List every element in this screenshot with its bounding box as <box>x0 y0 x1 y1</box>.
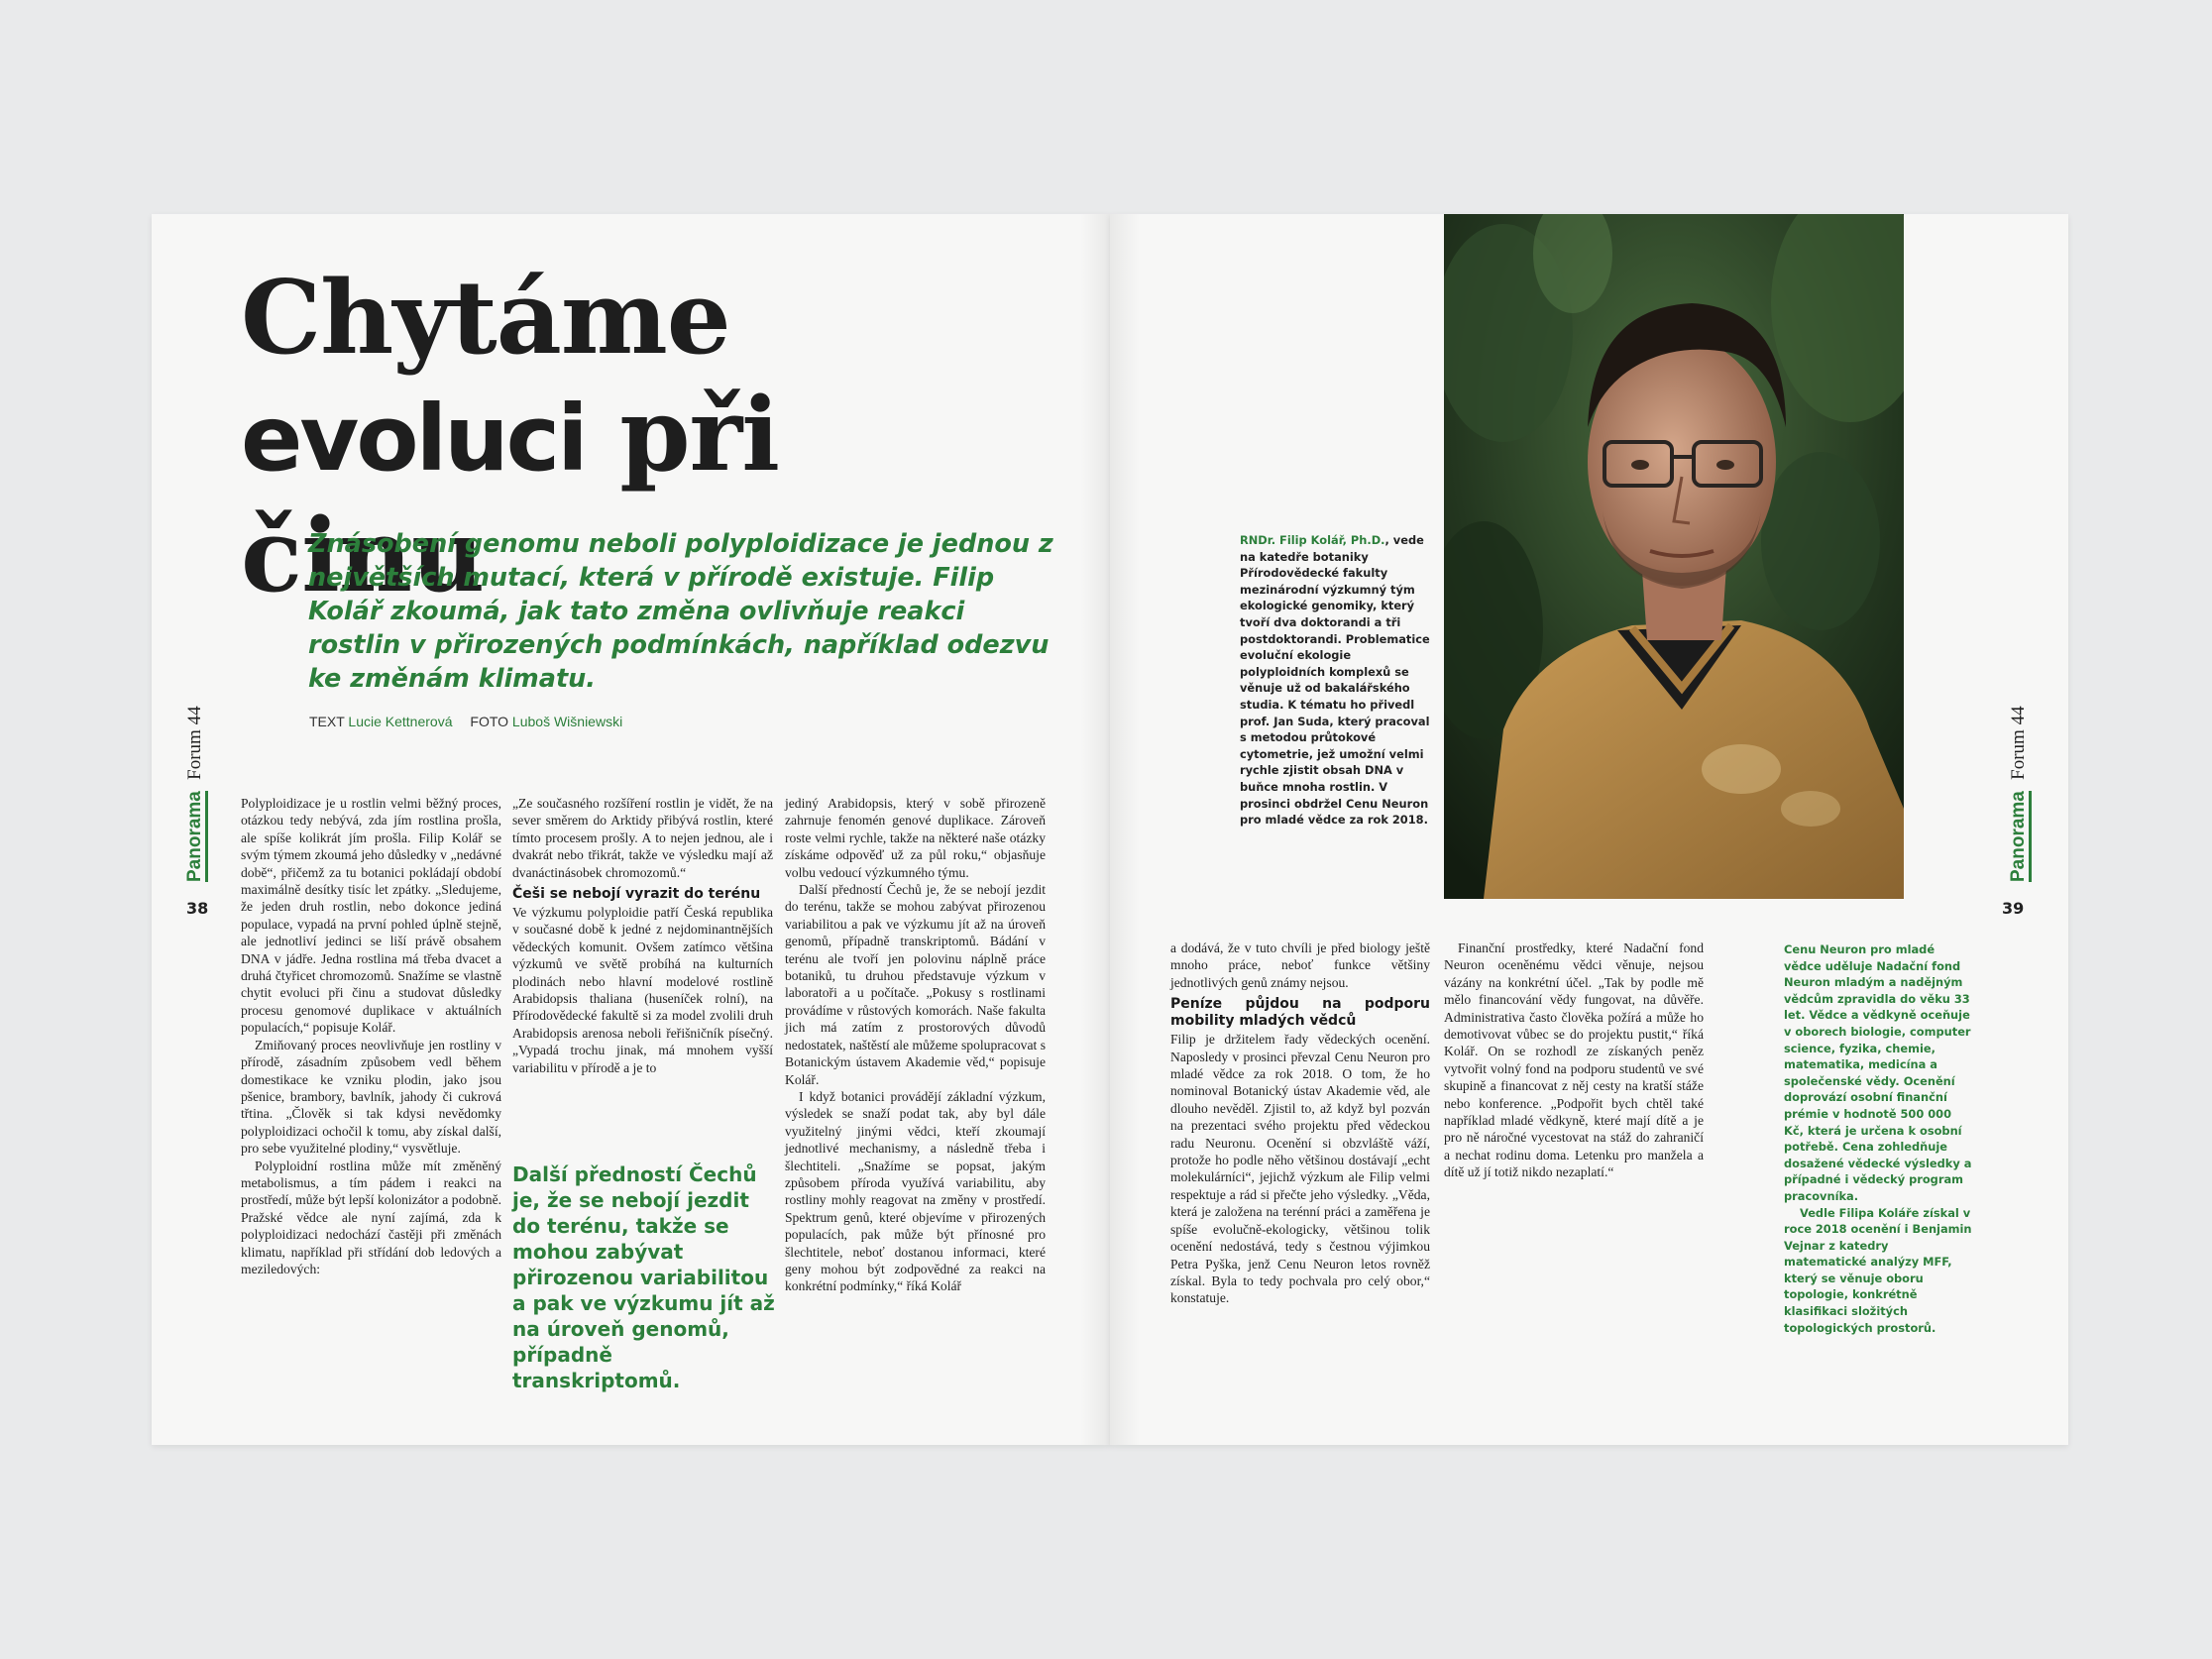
subheading: Peníze půjdou na podporu mobility mladých vědců <box>1170 996 1430 1030</box>
paragraph: Další předností Čechů je, že se nebojí jezdit do terénu, takže se mohou zabývat přirozenou variabilitou a pak ve výzkumu jít až na úroveň genomů, případně transkriptomů. Bádání v terénu ale tvoří jen polovinu náplně práce botaniků, tu druhou představuje výzkum v laboratoři a u počítače. „Pokusy s rostlinami provádíme v růstových komorách. Naše fakulta jich má zatím z prostorových důvodů nedostatek, naštěstí ale můžeme spolupracovat s Botanickým ústavem Akademie věd,“ popisuje Kolář. <box>785 882 1046 1087</box>
paragraph: Polyploidní rostlina může mít změněný metabolismus, a tím pádem i reakci na prostředí, může být lepší kolonizátor a podobně. Pražské vědce ale nyní zajímá, zda k polyploidizaci nedochází častěji při změnách klimatu, například při střídání dob ledových a meziledových: <box>241 1158 501 1276</box>
pull-quote: Další předností Čechů je, že se nebojí jezdit do terénu, takže se mohou zabývat přirozenou variabilitou a pak ve výzkumu jít až na úroveň genomů, případně transkriptomů. <box>512 1162 775 1392</box>
paragraph: Polyploidizace je u rostlin velmi běžný proces, otázkou tedy nebývá, zda jím rostlina prošla, ale spíše kolikrát jím prošla. Filip Kolář se svým týmem zkoumá jeho důsledky v „nedávné době“, přičemž za tu botanici pokládají období maximálně desítky tisíc let zpátky. „Sledujeme, že jeden druh rostlin, nebo dokonce jediná populace, vypadá na první pohled úplně stejně, ale jednotliví jedinci se liší právě obsahem DNA v jádře. Jedna rostlina má třeba dvacet a druhá čtyřicet chromozomů. Snažíme se vlastně chytit evoluci při činu a studovat důsledky procesu genomové duplikace v aktuálních populacích,“ popisuje Kolář. <box>241 796 501 1036</box>
issue-name: Forum 44 <box>2008 706 2029 780</box>
title-line2-rest: při činu <box>241 376 780 615</box>
sidebar-paragraph: Vedle Filipa Koláře získal v roce 2018 ocenění i Benjamin Vejnar z katedry matematické analýzy MFF, který se věnuje oboru topologie, konkrétně klasifikaci složitých topologických prostorů. <box>1784 1205 1972 1335</box>
text-credit-name: Lucie Kettnerová <box>348 714 453 729</box>
photo-caption <box>1240 532 1430 829</box>
photo-credit-label: FOTO <box>470 714 509 729</box>
paragraph: Finanční prostředky, které Nadační fond Neuron oceněnému vědci věnuje, nejsou vázány na konkrétní účel. „Tak by podle mě mělo financování vědy fungovat, na důvěře. Administrativa často člověka požírá a může ho demotivovat vůbec se do projektu pustit,“ říká Kolář. On se rozhodl ze získaných peněz vytvořit volný fond na podporu studentů ve své skupině a financovat z něj cesty na kratší stáže nebo konference. „Podpořit bych chtěl také například mladé vědkyně, které mají dítě a je pro ně náročné vycestovat na stáž do zahraničí a nechat rodinu doma. Letenku pro manžela a dítě už jí totiž nikdo nezaplatí.“ <box>1444 940 1704 1180</box>
page-number-left: 38 <box>186 899 209 918</box>
text-credit-label: TEXT <box>309 714 345 729</box>
section-label-right <box>2008 624 2032 882</box>
article-column-2 <box>512 795 773 1076</box>
photo-credit-name: Luboš Wišniewski <box>511 714 623 729</box>
paragraph: „Ze současného rozšíření rostlin je vidět, že na sever směrem do Arktidy přibývá rostlin, které tímto procesem prošly. A to nejen jednou, ale i dvakrát nebo třikrát, takže ve výsledku mají až dvanáctinásobek chromozomů.“ <box>512 796 773 880</box>
article-column-5 <box>1444 940 1704 1181</box>
award-sidebar <box>1784 941 1972 1336</box>
portrait-photo <box>1444 214 1904 899</box>
article-column-1 <box>241 795 501 1277</box>
title-bold-word: evoluci <box>241 386 586 492</box>
sidebar-paragraph: Cenu Neuron pro mladé vědce uděluje Nadační fond Neuron mladým a nadějným vědcům zpravidla do věku 33 let. Vědce a vědkyně oceňuje v oborech biologie, computer science, fyzika, chemie, matematika, medicína a společenské vědy. Ocenění doprovází osobní finanční prémie v hodnotě 500 000 Kč, která je určena k osobní potřebě. Cena zohledňuje dosažené vědecké výsledky a případné i vědecký program pracovníka. <box>1784 942 1972 1203</box>
paragraph: Zmiňovaný proces neovlivňuje jen rostliny v přírodě, zásadním způsobem vedl během domestikace ke vzniku plodin, jako jsou pšenice, brambory, bavlník, jahody či cukrová třtina. „Člověk si tak kdysi nevědomky polyploidizaci ochočil k tomu, aby získal další, pro sebe využitelné plodiny,“ vysvětluje. <box>241 1037 501 1157</box>
paragraph: a dodává, že v tuto chvíli je před biology ještě mnoho práce, neboť funkce většiny jednotlivých genů známy nejsou. <box>1170 940 1430 990</box>
title-line1: Chytáme <box>241 259 730 378</box>
article-column-3 <box>785 795 1046 1295</box>
article-lead: Znásobení genomu neboli polyploidizace je jednou z největších mutací, která v přírodě existuje. Filip Kolář zkoumá, jak tato změna ovlivňuje reakci rostlin v přirozených podmínkách, například odezvu ke změnám klimatu. <box>308 529 1053 694</box>
paragraph: Filip je držitelem řady vědeckých ocenění. Naposledy v prosinci převzal Cenu Neuron pro mladé vědce za rok 2018. O tom, že ho nominoval Botanický ústav Akademie věd, ale dlouho nevěděl. Zjistil to, až když byl pozván na prezentaci svého projektu před vědeckou radu Neuronu. Ocenění si obzvláště váží, protože ho podle něho většinou dostávají „echt molekulárníci“, jejichž výzkum ale Filip velmi respektuje a rád si přečte jeho výsledky. „Věda, která je založena na terénní práci a zaměřena je spíše evolučně-ekologicky, většinou tolik ocenění nedostává, tedy s čestnou výjimkou Petra Pyška, jenž Cenu Neuron letos rovněž získal. Byla to tedy pochvala pro celý obor,“ konstatuje. <box>1170 1032 1430 1306</box>
article-column-4 <box>1170 940 1430 1307</box>
paragraph: jediný Arabidopsis, který v sobě přirozeně zahrnuje fenomén genové duplikace. Zároveň roste velmi rychle, takže na některé naše otázky získáme odpověď už za půl roku,“ objasňuje volbu vedoucí výzkumného týmu. <box>785 796 1046 880</box>
section-label-left <box>184 624 208 882</box>
page-number-right: 39 <box>2002 899 2025 918</box>
paragraph: I když botanici provádějí základní výzkum, výsledek se snaží podat tak, aby byl dále využitelný jinými vědci, kteří zkoumají jednotlivé mechanismy, a následně třeba i šlechtiteli. „Snažíme se popsat, jakým způsobem příroda využívá variabilitu, aby rostliny mohly reagovat na změny v prostředí. Spektrum genů, které objevíme v přirozených populacích, pak může být přínosné pro šlechtitele, neboť dostanou informaci, které geny mohou být zodpovědné za reakci na konkrétní podmínky,“ říká Kolář <box>785 1088 1046 1294</box>
section-name: Panorama <box>184 791 208 882</box>
portrait-illustration <box>1444 214 1904 899</box>
caption-text: , vede na katedře botaniky Přírodovědecké fakulty mezinárodní výzkumný tým ekologické genomiky, který tvoří dva doktorandi a tři postdoktorandi. Problematice evoluční ekologie polyploidních komplexů se věnuje už od bakalářského studia. K tématu ho přivedl prof. Jan Suda, který pracoval s metodou průtokové cytometrie, jež umožní velmi rychle zjistit obsah DNA v buňce mnoha rostlin. V prosinci obdržel Cenu Neuron pro mladé vědce za rok 2018. <box>1240 533 1430 828</box>
paragraph: Ve výzkumu polyploidie patří Česká republika v současné době k jedné z nejdominantnějších vědeckých komunit. Ovšem zatímco většina výzkumů ve světě probíhá na kulturních plodinách nebo hlavní modelové rostlině Arabidopsis thaliana (huseníček rolní), na Přírodovědecké fakultě si za model zvolili druh Arabidopsis arenosa neboli řeřišničník písečný. „Vypadá trochu jinak, má mnohem vyšší variabilitu v přírodě a je to <box>512 905 773 1075</box>
issue-name: Forum 44 <box>184 706 205 780</box>
caption-name: RNDr. Filip Kolář, Ph.D. <box>1240 533 1385 547</box>
subheading: Češi se nebojí vyrazit do terénu <box>512 886 761 903</box>
section-name: Panorama <box>2008 791 2032 882</box>
credits <box>309 714 636 729</box>
